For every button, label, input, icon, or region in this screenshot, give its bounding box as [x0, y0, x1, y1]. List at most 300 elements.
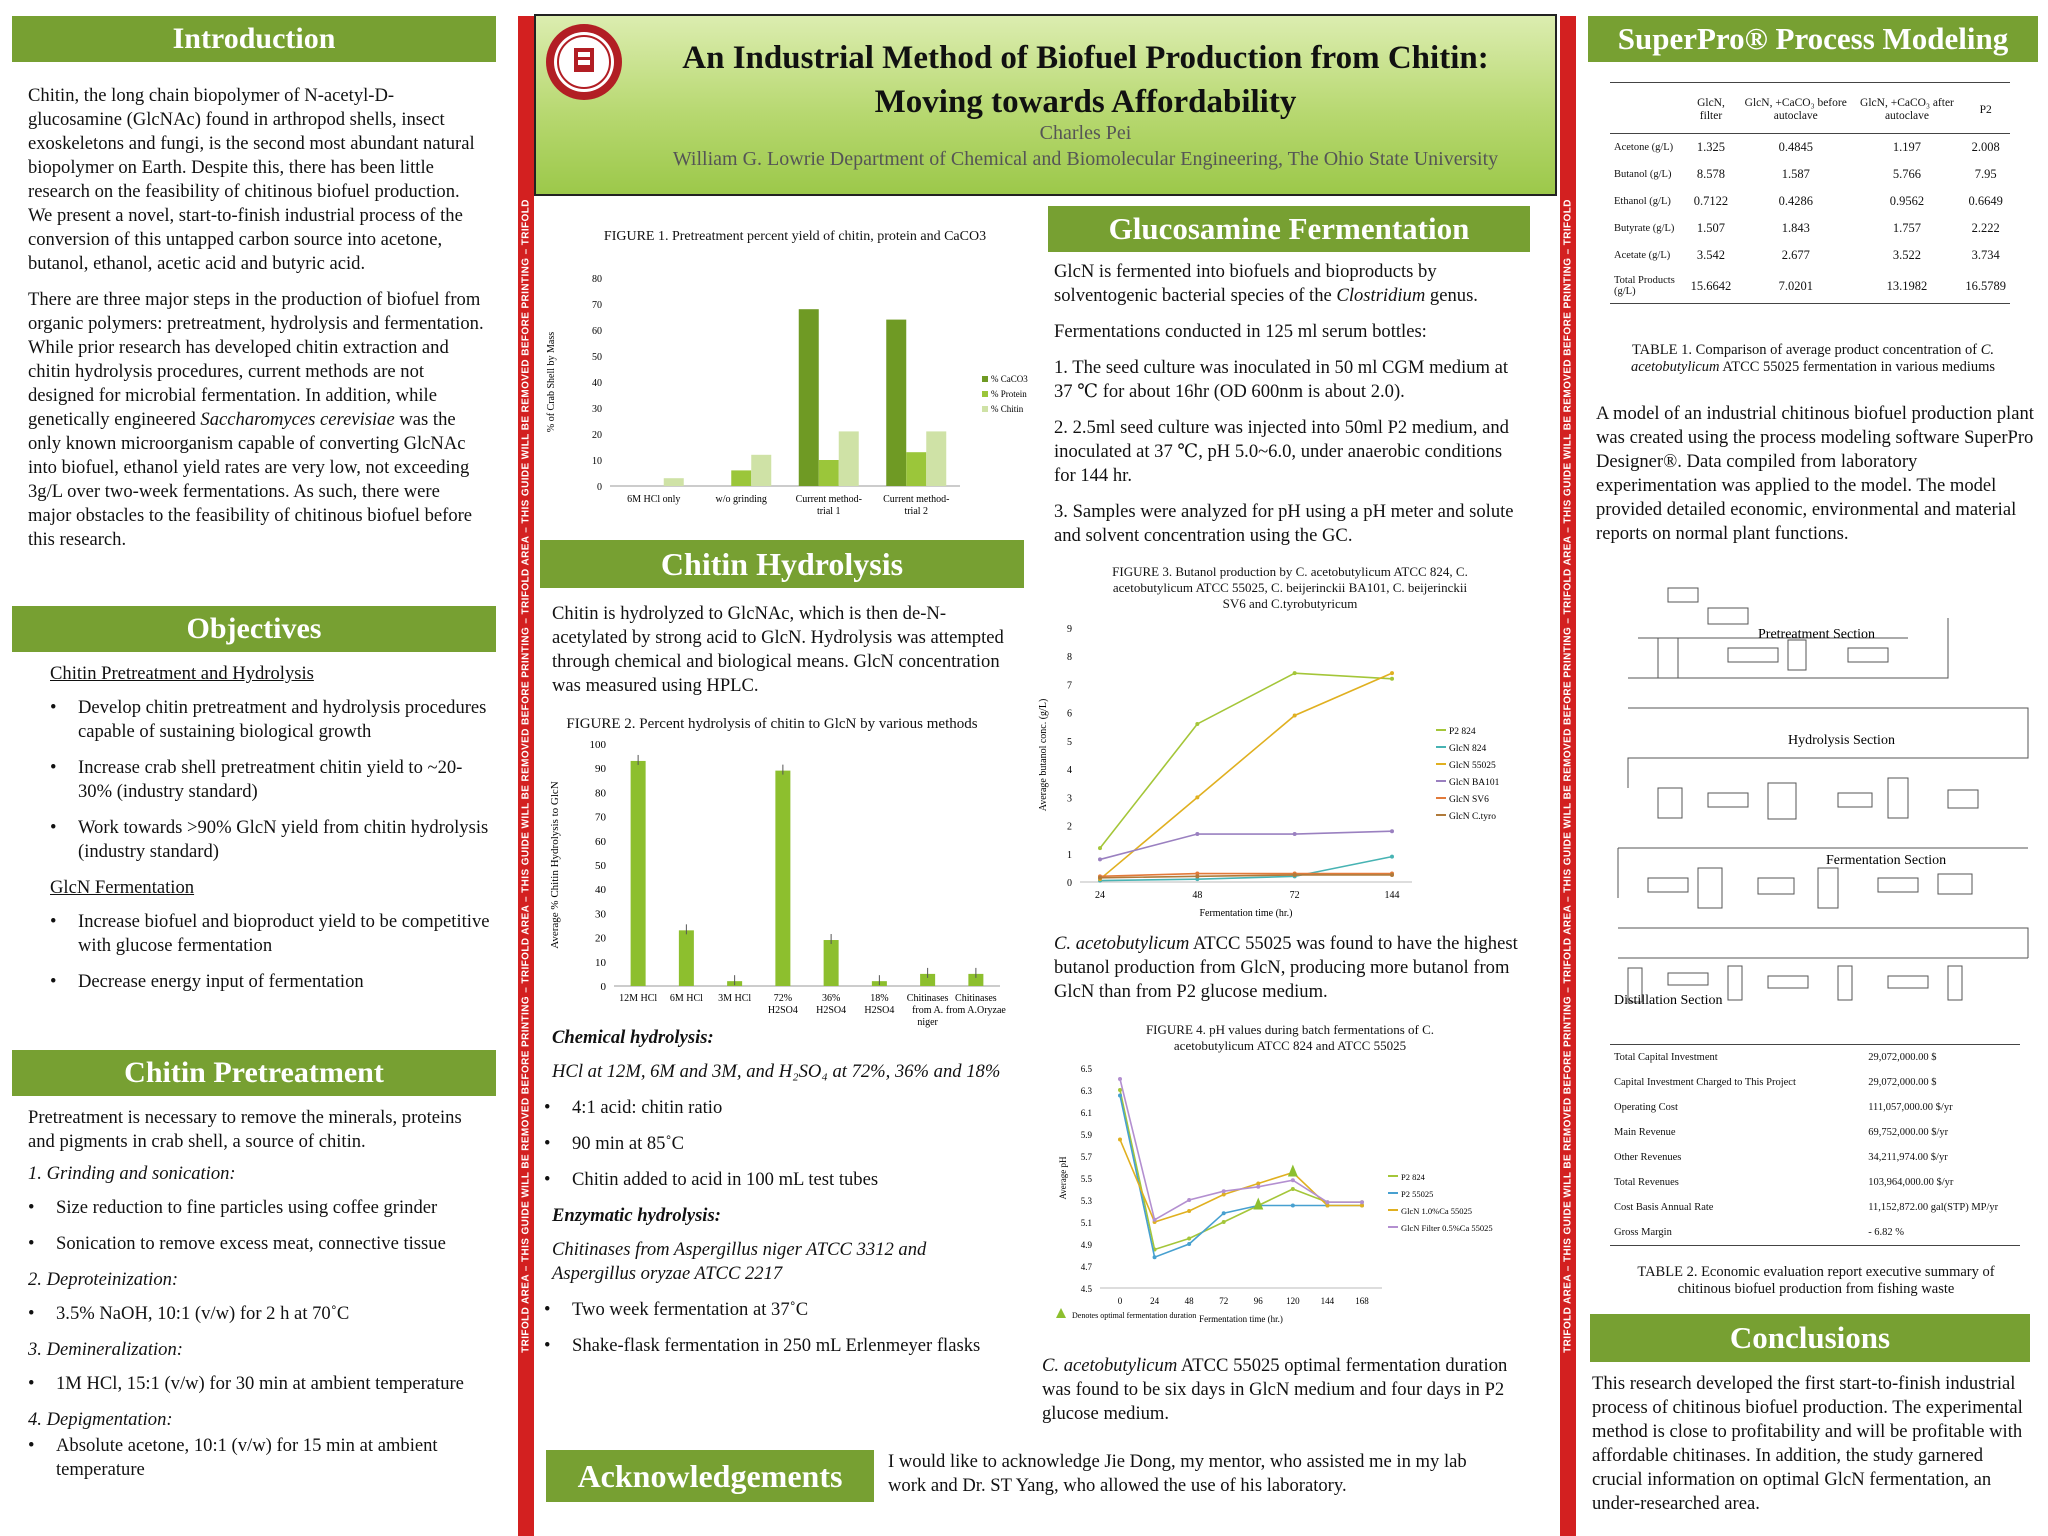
- objective-item: • Increase biofuel and bioproduct yield to be competitive with glucose fermentation: [50, 910, 490, 958]
- data-point: [1256, 1185, 1260, 1189]
- introduction-paragraph-1: Chitin, the long chain biopolymer of N-acetyl-D-glucosamine (GlcNAc) found in arthropod shells, insect exoskeletons and fungi, is the second most abundant natural biopolymer on Earth. Despite this, there has been little research on the feasibility of chitinous biofuel production. We present a novel, start-to-finish industrial process of the conversion of this untapped carbon source into acetone, butanol, ethanol, acetic acid and butyric acid.: [28, 85, 475, 274]
- table-1-header-cell: GlcN, +CaCO₃ before autoclave: [1739, 83, 1853, 134]
- figure-3-chart: [1040, 620, 1520, 920]
- fermentation-paragraph-1: GlcN is fermented into biofuels and bioproducts by solventogenic bacterial species of the Clostridium genus.: [1054, 261, 1478, 306]
- x-tick-label: 72: [1219, 1296, 1229, 1306]
- table-2-label: Total Revenues: [1614, 1177, 1679, 1188]
- data-point: [1118, 1088, 1122, 1092]
- x-tick-label: H2SO4: [864, 1005, 895, 1016]
- superpro-paragraph: A model of an industrial chitinous biofuel production plant was created using the process modeling software SuperPro Designer®. Data compiled from laboratory experimentation was applied to the model. The model provided detailed economic, environmental and material reports on normal plant functions.: [1596, 403, 2034, 544]
- fermentation-heading: Glucosamine Fermentation: [1048, 206, 1530, 252]
- paper-title-line-1: An Industrial Method of Biofuel Production from Chitin:: [682, 40, 1489, 76]
- data-point: [1195, 722, 1199, 726]
- legend-label: GlcN BA101: [1449, 778, 1500, 788]
- acknowledgements-text: I would like to acknowledge Jie Dong, my mentor, who assisted me in my lab work and Dr. ST Yang, who allowed the use of his laboratory.: [888, 1451, 1467, 1496]
- y-tick-label: 0: [1067, 878, 1072, 889]
- table-1-cell: 0.6649: [1968, 194, 2003, 208]
- y-tick-label: 10: [595, 956, 606, 969]
- objective-item: • Decrease energy input of fermentation: [50, 970, 490, 994]
- data-point: [1291, 1204, 1295, 1208]
- table-row: [1610, 1145, 2020, 1170]
- table-1-cell: 7.0201: [1778, 278, 1813, 293]
- y-tick-label: 4.9: [1080, 1240, 1092, 1250]
- table-row: [1610, 1070, 2020, 1095]
- y-tick-label: 9: [1067, 624, 1072, 635]
- y-tick-label: 80: [595, 787, 606, 800]
- legend-label: P2 55025: [1401, 1189, 1434, 1199]
- pretreatment-step-3: 3. Demineralization:: [28, 1339, 183, 1360]
- bar: [926, 431, 946, 486]
- series-line: [1120, 1090, 1362, 1250]
- bar: [886, 320, 906, 486]
- x-tick-label: 96: [1253, 1296, 1263, 1306]
- data-point: [1118, 1077, 1122, 1081]
- trifold-guide-left: [518, 16, 534, 1536]
- series-line: [1100, 831, 1392, 859]
- legend-label: GlcN 824: [1449, 744, 1487, 754]
- y-tick-label: 100: [589, 739, 606, 751]
- enzymatic-hydrolysis-desc: Chitinases from Aspergillus niger ATCC 3312 and Aspergillus oryzae ATCC 2217: [552, 1239, 927, 1284]
- pretreatment-step-1: 1. Grinding and sonication:: [28, 1163, 236, 1184]
- enzymatic-hydrolysis-list: [544, 1298, 1012, 1358]
- table-2-value: 111,057,000.00 $/yr: [1868, 1102, 1953, 1113]
- y-tick-label: 70: [592, 300, 602, 311]
- x-tick-label: trial 1: [816, 506, 841, 517]
- y-tick-label: 2: [1067, 821, 1072, 833]
- legend-swatch: [982, 391, 988, 397]
- bar: [799, 309, 819, 486]
- table-1-header-cell: P2: [1961, 83, 2010, 134]
- data-point: [1187, 1237, 1191, 1241]
- y-tick-label: 0: [600, 981, 606, 993]
- legend-label: GlcN C.tyro: [1449, 812, 1496, 822]
- data-point: [1098, 876, 1102, 880]
- series-line: [1120, 1079, 1362, 1220]
- table-1-cell: Butanol (g/L): [1614, 169, 1672, 180]
- legend-label: P2 824: [1449, 727, 1476, 737]
- table-2-value: 103,964,000.00 $/yr: [1868, 1177, 1954, 1188]
- paper-title: [626, 36, 1545, 124]
- pretreatment-item: • Sonication to remove excess meat, connective tissue: [28, 1232, 488, 1256]
- pretreatment-item: • Absolute acetone, 10:1 (v/w) for 15 min at ambient temperature: [28, 1434, 488, 1482]
- y-tick-label: 7: [1067, 680, 1072, 692]
- optimal-duration-marker: [1288, 1165, 1298, 1177]
- objective-item: • Work towards >90% GlcN yield from chitin hydrolysis (industry standard): [50, 816, 490, 864]
- bar: [819, 460, 839, 486]
- x-tick-label: 72%: [773, 993, 793, 1004]
- table-2-value: - 6.82 %: [1868, 1227, 1905, 1238]
- table-row: [1610, 1170, 2020, 1195]
- table-1-cell: 3.522: [1892, 248, 1922, 262]
- pretreatment-step-4-list: [28, 1434, 488, 1482]
- table-row: [1610, 1045, 2020, 1071]
- data-point: [1360, 1200, 1364, 1204]
- y-axis-label: % of Crab Shell by Mass: [546, 331, 557, 433]
- data-point: [1187, 1242, 1191, 1246]
- x-tick-label: 48: [1184, 1296, 1194, 1306]
- y-tick-label: 4.7: [1080, 1262, 1092, 1272]
- distillation-section-label: Distillation Section: [1614, 993, 1723, 1008]
- table-2: [1610, 1044, 2020, 1246]
- pretreatment-heading: Chitin Pretreatment: [12, 1050, 496, 1096]
- table-1-cell: 7.95: [1974, 167, 1997, 181]
- data-point: [1195, 832, 1199, 836]
- legend-label: % CaCO3: [991, 374, 1028, 384]
- data-point: [1118, 1138, 1122, 1142]
- data-point: [1293, 873, 1297, 877]
- table-1-cell: Total Products (g/L): [1614, 275, 1675, 297]
- y-axis-label: Average % Chitin Hydrolysis to GlcN: [549, 781, 561, 949]
- hydrolysis-item: • Chitin added to acid in 100 mL test tubes: [544, 1168, 1012, 1192]
- figure-1-caption: FIGURE 1. Pretreatment percent yield of chitin, protein and CaCO3: [603, 229, 987, 244]
- hydrolysis-item: • Shake-flask fermentation in 250 mL Erlenmeyer flasks: [544, 1334, 1012, 1358]
- data-point: [1222, 1220, 1226, 1224]
- data-point: [1390, 829, 1394, 833]
- table-2-label: Other Revenues: [1614, 1152, 1682, 1163]
- table-row: [1610, 242, 2010, 269]
- legend-label: % Chitin: [991, 404, 1024, 414]
- x-tick-label: from A.Oryzae: [945, 1005, 1006, 1016]
- table-row: [1610, 188, 2010, 215]
- table-1-cell: 2.008: [1971, 140, 2000, 154]
- data-point: [1293, 713, 1297, 717]
- x-axis-label: Fermentation time (hr.): [1199, 1314, 1283, 1324]
- table-1-cell: 8.578: [1696, 167, 1726, 181]
- chemical-hydrolysis-desc: HCl at 12M, 6M and 3M, and H₂SO₄ at 72%, 36% and 18%: [552, 1061, 1001, 1082]
- figure-3-caption: FIGURE 3. Butanol production by C. acetobutylicum ATCC 824, C. acetobutylicum ATCC 55025, C. beijerinckii BA101, C. beijerinckii SV6 and C.tyrobutyricum: [1112, 564, 1468, 611]
- series-line: [1120, 1096, 1362, 1258]
- x-tick-label: Chitinases: [955, 993, 997, 1004]
- table-row: [1610, 1120, 2020, 1145]
- table-1-cell: 1.507: [1696, 221, 1726, 235]
- y-tick-label: 5.5: [1080, 1174, 1092, 1184]
- data-point: [1222, 1189, 1226, 1193]
- bar: [679, 930, 694, 986]
- x-tick-label: 72: [1289, 890, 1300, 901]
- data-point: [1222, 1211, 1226, 1215]
- table-1-cell: 16.5789: [1965, 278, 2006, 293]
- figure-2-chart: [540, 738, 1010, 1028]
- table-2-value: 29,072,000.00 $: [1868, 1077, 1937, 1088]
- x-tick-label: trial 2: [904, 506, 929, 517]
- pretreatment-step-2: 2. Deproteinization:: [28, 1269, 179, 1290]
- hydrolysis-methods: [552, 1026, 1012, 1370]
- y-tick-label: 5.7: [1080, 1152, 1092, 1162]
- data-point: [1390, 855, 1394, 859]
- figure-2-caption: FIGURE 2. Percent hydrolysis of chitin to GlcN by various methods: [566, 716, 978, 732]
- introduction-text: [28, 84, 484, 564]
- y-tick-label: 0: [597, 482, 602, 493]
- x-tick-label: H2SO4: [816, 1005, 847, 1016]
- x-tick-label: 36%: [821, 993, 841, 1004]
- data-point: [1153, 1218, 1157, 1222]
- x-tick-label: 48: [1192, 890, 1203, 901]
- x-tick-label: 144: [1320, 1296, 1335, 1306]
- data-point: [1195, 874, 1199, 878]
- bar: [664, 478, 684, 486]
- figure-4-chart: [1030, 1058, 1510, 1328]
- x-tick-label: 12M HCl: [619, 993, 658, 1004]
- table-row: [1610, 1095, 2020, 1120]
- figure-1-chart: [540, 266, 1028, 536]
- table-2-value: 34,211,974.00 $/yr: [1868, 1152, 1948, 1163]
- table-1: [1610, 82, 2010, 304]
- objective-item: • Increase crab shell pretreatment chitin yield to ~20-30% (industry standard): [50, 756, 490, 804]
- table-1-header-cell: GlcN, filter: [1683, 83, 1739, 134]
- objectives-subheading-1: Chitin Pretreatment and Hydrolysis: [50, 663, 314, 684]
- y-tick-label: 5: [1067, 736, 1072, 748]
- bar: [731, 470, 751, 486]
- table-1-cell: 1.587: [1781, 167, 1810, 181]
- x-tick-label: from A.: [912, 1005, 944, 1016]
- data-point: [1293, 671, 1297, 675]
- superpro-heading: SuperPro® Process Modeling: [1588, 16, 2038, 62]
- table-2-label: Capital Investment Charged to This Project: [1614, 1077, 1796, 1088]
- y-tick-label: 40: [592, 378, 602, 389]
- table-1-cell: 0.4286: [1778, 194, 1813, 208]
- y-axis-label: Average butanol conc. (g/L): [1038, 698, 1049, 812]
- paper-title-line-2: Moving towards Affordability: [874, 84, 1297, 120]
- table-1-cell: 1.197: [1892, 140, 1922, 154]
- table-row: [1610, 161, 2010, 188]
- fermentation-result-2: C. acetobutylicum ATCC 55025 optimal fermentation duration was found to be six days in GlcN medium and four days in P2 glucose medium.: [1042, 1355, 1508, 1424]
- table-2-label: Main Revenue: [1614, 1127, 1676, 1138]
- data-point: [1293, 832, 1297, 836]
- legend-label: GlcN 1.0%Ca 55025: [1401, 1206, 1473, 1216]
- table-1-cell: Ethanol (g/L): [1614, 196, 1671, 207]
- legend-swatch: [982, 406, 988, 412]
- fermentation-result-1: C. acetobutylicum ATCC 55025 was found to have the highest butanol production from GlcN, producing more butanol from GlcN than from P2 glucose medium.: [1054, 933, 1518, 1002]
- table-1-cell: 3.734: [1971, 248, 2000, 262]
- table-1-caption: TABLE 1. Comparison of average product concentration of C. acetobutylicum ATCC 55025 fermentation in various mediums: [1630, 342, 1996, 375]
- table-1-cell: 3.542: [1696, 248, 1726, 262]
- table-1-cell: 0.4845: [1778, 140, 1813, 154]
- x-tick-label: 18%: [870, 993, 889, 1004]
- y-tick-label: 50: [595, 860, 606, 872]
- data-point: [1187, 1198, 1191, 1202]
- y-tick-label: 30: [595, 908, 606, 921]
- y-tick-label: 6.5: [1080, 1064, 1092, 1074]
- pretreatment-item: • Size reduction to fine particles using coffee grinder: [28, 1196, 488, 1220]
- hydrolysis-item: • 4:1 acid: chitin ratio: [544, 1096, 1012, 1120]
- x-tick-label: 24: [1095, 890, 1105, 901]
- objectives-list-2: [50, 910, 490, 994]
- y-tick-label: 8: [1067, 652, 1072, 664]
- data-point: [1390, 671, 1394, 675]
- table-1-header-cell: [1610, 83, 1683, 134]
- bar: [775, 771, 790, 986]
- y-tick-label: 5.1: [1080, 1218, 1092, 1228]
- process-flow-diagram: [1608, 578, 2028, 1038]
- objectives-list-1: [50, 696, 490, 864]
- y-axis-label: Average pH: [1058, 1156, 1068, 1200]
- x-tick-label: 6M HCl only: [627, 494, 681, 505]
- x-axis-label: Fermentation time (hr.): [1199, 908, 1293, 919]
- table-2-value: 29,072,000.00 $: [1868, 1052, 1937, 1063]
- objective-item: • Develop chitin pretreatment and hydrolysis procedures capable of sustaining biological growth: [50, 696, 490, 744]
- table-1-cell: Acetate (g/L): [1614, 250, 1671, 261]
- fermentation-text: [1054, 260, 1526, 560]
- table-1-cell: 1.843: [1781, 221, 1810, 235]
- data-point: [1195, 795, 1199, 799]
- objectives-text: [50, 662, 490, 1006]
- y-tick-label: 30: [592, 404, 602, 415]
- legend-label: GlcN Filter 0.5%Ca 55025: [1401, 1223, 1493, 1233]
- y-tick-label: 10: [592, 456, 602, 467]
- x-tick-label: 120: [1286, 1296, 1300, 1306]
- x-tick-label: 168: [1355, 1296, 1369, 1306]
- data-point: [1390, 873, 1394, 877]
- y-tick-label: 4.5: [1080, 1284, 1092, 1294]
- pretreatment-step-4: 4. Depigmentation:: [28, 1409, 173, 1430]
- table-2-value: 11,152,872.00 gal(STP) MP/yr: [1868, 1202, 1999, 1213]
- pretreatment-intro: Pretreatment is necessary to remove the minerals, proteins and pigments in crab shell, a source of chitin.: [28, 1107, 462, 1152]
- data-point: [1118, 1094, 1122, 1098]
- table-2-label: Gross Margin: [1614, 1227, 1672, 1238]
- x-tick-label: niger: [917, 1017, 938, 1028]
- y-tick-label: 3: [1067, 793, 1072, 805]
- affiliation: William G. Lowrie Department of Chemical and Biomolecular Engineering, The Ohio State University: [672, 148, 1499, 170]
- table-1-header-cell: GlcN, +CaCO₃ after autoclave: [1853, 83, 1962, 134]
- table-2-label: Cost Basis Annual Rate: [1614, 1202, 1714, 1213]
- y-tick-label: 60: [592, 326, 602, 337]
- y-tick-label: 5.9: [1080, 1130, 1092, 1140]
- conclusions-heading: Conclusions: [1590, 1314, 2030, 1362]
- conclusions-text: This research developed the first start-to-finish industrial process of chitinous biofuel production. The experimental method is close to profitability and will be profitable with affordable chitinases. In addition, the study garnered crucial information on optimal GlcN fermentation, an under-researched area.: [1592, 1373, 2023, 1514]
- acknowledgements-heading: Acknowledgements: [546, 1450, 874, 1502]
- introduction-heading: Introduction: [12, 16, 496, 62]
- enzymatic-hydrolysis-heading: Enzymatic hydrolysis:: [552, 1205, 721, 1226]
- y-tick-label: 90: [595, 763, 606, 776]
- x-tick-label: Chitinases: [906, 993, 949, 1004]
- trifold-guide-text: TRIFOLD AREA – THIS GUIDE WILL BE REMOVED BEFORE PRINTING – TRIFOLD AREA – THIS GUIDE WILL BE REMOVED BEFORE PRINTING – TRIFOLD AREA – THIS GUIDE WILL BE REMOVED BEFORE PRINTING – TRIFOLD: [520, 199, 532, 1353]
- table-1-cell: 0.7122: [1693, 194, 1729, 208]
- data-point: [1153, 1255, 1157, 1259]
- bar: [751, 455, 771, 486]
- pretreatment-item: • 3.5% NaOH, 10:1 (v/w) for 2 h at 70˚C: [28, 1302, 488, 1326]
- y-tick-label: 1: [1067, 849, 1072, 861]
- data-point: [1390, 677, 1394, 681]
- hydrolysis-heading: Chitin Hydrolysis: [540, 540, 1024, 588]
- table-2-label: Operating Cost: [1614, 1102, 1678, 1113]
- y-tick-label: 20: [592, 430, 602, 441]
- bar: [839, 431, 859, 486]
- fermentation-paragraph-2: Fermentations conducted in 125 ml serum bottles:: [1054, 321, 1427, 342]
- x-tick-label: w/o grinding: [715, 494, 767, 505]
- legend-marker-triangle: [1056, 1308, 1066, 1318]
- pretreatment-step-2-list: [28, 1302, 488, 1326]
- x-tick-label: Current method-: [795, 494, 862, 505]
- table-1-cell: 0.9562: [1889, 194, 1925, 208]
- pretreatment-item: • 1M HCl, 15:1 (v/w) for 30 min at ambient temperature: [28, 1372, 488, 1396]
- fermentation-section-label: Fermentation Section: [1826, 853, 1947, 868]
- y-tick-label: 20: [595, 932, 606, 945]
- data-point: [1098, 846, 1102, 850]
- data-point: [1291, 1178, 1295, 1182]
- x-tick-label: 3M HCl: [718, 993, 752, 1004]
- table-2-caption: TABLE 2. Economic evaluation report executive summary of chitinous biofuel production from fishing waste: [1637, 1264, 1995, 1297]
- table-1-cell: Acetone (g/L): [1614, 142, 1674, 153]
- y-tick-label: 60: [595, 835, 606, 848]
- hydrolysis-section-label: Hydrolysis Section: [1788, 733, 1895, 748]
- figure-4-caption: FIGURE 4. pH values during batch fermentations of C. acetobutylicum ATCC 824 and ATCC 55025: [1145, 1022, 1435, 1053]
- table-1-cell: 13.1982: [1886, 278, 1928, 293]
- x-tick-label: H2SO4: [767, 1005, 798, 1016]
- pretreatment-step-3-list: [28, 1372, 488, 1396]
- y-tick-label: 50: [592, 352, 602, 363]
- y-tick-label: 70: [595, 811, 606, 824]
- bar: [631, 761, 646, 986]
- chemical-hydrolysis-heading: Chemical hydrolysis:: [552, 1027, 714, 1048]
- y-tick-label: 80: [592, 274, 602, 285]
- introduction-paragraph-2: There are three major steps in the production of biofuel from organic polymers: pretreatment, hydrolysis and fermentation. While prior research has developed chitin extraction and chitin hydrolysis procedures, current methods are not designed for microbial fermentation. In addition, while genetically engineered Saccharomyces cerevisiae was the only known microorganism capable of converting GlcNAc into biofuel, ethanol yield rates are very low, not exceeding 3g/L over two-week fermentations. As such, there were major obstacles to the feasibility of chitinous biofuel before this research.: [28, 289, 484, 550]
- table-1-cell: 1.757: [1892, 221, 1922, 235]
- table-1-cell: 2.222: [1971, 221, 2000, 235]
- legend-label: GlcN 55025: [1449, 761, 1496, 771]
- university-seal-logo: [544, 22, 624, 102]
- legend-label: P2 824: [1401, 1172, 1425, 1182]
- table-1-cell: 5.766: [1892, 167, 1922, 181]
- chemical-hydrolysis-list: [544, 1096, 1012, 1192]
- fermentation-step-2: 2. 2.5ml seed culture was injected into 50ml P2 medium, and inoculated at 37 ℃, pH 5.0~6.0, under anaerobic conditions for 144 hr.: [1054, 417, 1509, 486]
- x-tick-label: 6M HCl: [669, 993, 703, 1004]
- table-2-value: 69,752,000.00 $/yr: [1868, 1127, 1949, 1138]
- y-tick-label: 5.3: [1080, 1196, 1092, 1206]
- fermentation-step-3: 3. Samples were analyzed for pH using a pH meter and solute and solvent concentration using the GC.: [1054, 501, 1514, 546]
- y-tick-label: 6: [1067, 708, 1072, 720]
- fermentation-step-1: 1. The seed culture was inoculated in 50 ml CGM medium at 37 ℃ for about 16hr (OD 600nm is about 2.0).: [1054, 357, 1509, 402]
- table-1-cell: Butyrate (g/L): [1614, 223, 1675, 234]
- legend-label: GlcN SV6: [1449, 795, 1489, 805]
- objectives-heading: Objectives: [12, 606, 496, 652]
- legend-label: % Protein: [991, 389, 1027, 399]
- x-tick-label: 0: [1117, 1296, 1123, 1306]
- table-row: [1610, 215, 2010, 242]
- table-row: [1610, 134, 2010, 162]
- table-row: [1610, 1195, 2020, 1220]
- trifold-guide-text: TRIFOLD AREA – THIS GUIDE WILL BE REMOVED BEFORE PRINTING – TRIFOLD AREA – THIS GUIDE WILL BE REMOVED BEFORE PRINTING – TRIFOLD AREA – THIS GUIDE WILL BE REMOVED BEFORE PRINTING – TRIFOLD: [1562, 199, 1574, 1353]
- table-row: [1610, 1220, 2020, 1246]
- marker-note: Denotes optimal fermentation duration: [1072, 1311, 1197, 1320]
- trifold-guide-right: [1560, 16, 1576, 1536]
- author-name: Charles Pei: [1039, 122, 1132, 144]
- table-1-cell: 15.6642: [1690, 278, 1732, 293]
- x-tick-label: Current method-: [883, 494, 950, 505]
- bar: [824, 940, 839, 986]
- data-point: [1325, 1200, 1329, 1204]
- table-1-cell: 2.677: [1781, 248, 1810, 262]
- pretreatment-step-1-list: [28, 1196, 488, 1256]
- series-line: [1100, 673, 1392, 848]
- table-row: [1610, 269, 2010, 304]
- hydrolysis-item: • 90 min at 85˚C: [544, 1132, 1012, 1156]
- y-tick-label: 4: [1067, 765, 1072, 777]
- y-tick-label: 6.3: [1080, 1086, 1092, 1096]
- y-tick-label: 40: [595, 884, 606, 897]
- table-1-cell: 1.325: [1696, 140, 1726, 154]
- bar: [906, 452, 926, 486]
- data-point: [1098, 857, 1102, 861]
- pretreatment-section-label: Pretreatment Section: [1758, 627, 1876, 642]
- x-tick-label: 144: [1384, 890, 1400, 901]
- x-tick-label: 24: [1150, 1296, 1160, 1306]
- data-point: [1187, 1209, 1191, 1213]
- data-point: [1291, 1187, 1295, 1191]
- title-banner: [534, 14, 1557, 196]
- y-tick-label: 6.1: [1080, 1108, 1092, 1118]
- table-1-header-row: [1610, 83, 2010, 134]
- hydrolysis-intro: Chitin is hydrolyzed to GlcNAc, which is then de-N-acetylated by strong acid to GlcN. Hydrolysis was attempted through chemical and biological means. GlcN concentration was measured using HPLC.: [552, 603, 1004, 696]
